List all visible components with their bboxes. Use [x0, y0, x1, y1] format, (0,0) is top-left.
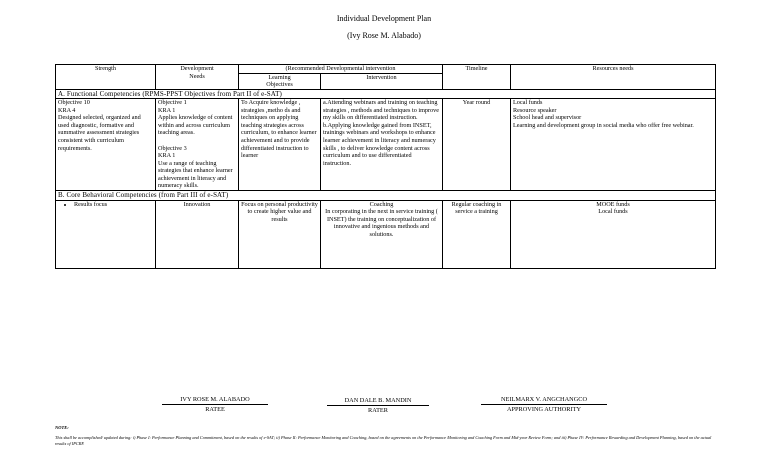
header-development-needs: Development Needs — [156, 65, 239, 90]
section-b-learning-objectives: Focus on personal productivity to create higher value and results — [239, 200, 321, 268]
section-b-row — [56, 200, 716, 268]
section-a-title: A. Functional Competencies (RPMS-PPST Objectives from Part II of e-SAT) — [56, 89, 716, 99]
section-b-strength — [56, 200, 156, 268]
header-row — [56, 65, 716, 74]
signature-name: NEILMARX V. ANGCHANGCO — [481, 396, 607, 405]
signature-role: RATEE — [205, 406, 225, 413]
section-a-resources: Local funds Resource speaker School head and supervisor Learning and development group in social media who offer free webinar. — [511, 99, 716, 191]
document-title: Individual Development Plan — [336, 14, 432, 23]
header-strength: Strength — [56, 65, 156, 90]
header-recommended-intervention: (Recommended Developmental intervention — [239, 65, 443, 74]
note-text: This shall be accomplished/ updated during: i) Phase I: Performance Planning and Commitment, based on the results of e-SAT; ii) Phase II: Performance Monitoring and Coaching, based on the agreements on the Performance Monitoring and Coaching Form and Mid-year Review Form; and iii) Phase IV: Performance Rewarding and Development Planning, based on the actual results of IPCRF. — [55, 435, 712, 447]
note-label: NOTE: — [55, 425, 69, 430]
signature-ratee — [162, 396, 268, 413]
section-a-intervention: a.Attending webinars and training on teaching strategies , methods and techniques to improve my skills on differentiated instruction. b.Applying knowledge gained from INSET, trainings webinars and workshops to enhance learner achievement in literacy and numeracy skills , to deliver knowledge content across curriculum and to use differentiated instruction. — [321, 99, 443, 191]
signature-name: DAN DALE B. MANDIN — [327, 397, 429, 406]
section-a-strength: Objective 10 KRA 4 Designed selected, organized and used diagnostic, formative and summative assessment strategies consistent with curriculum requirements. — [56, 99, 156, 191]
signature-approving-authority — [481, 396, 607, 413]
section-b-strength-item: • Results focus — [74, 201, 153, 209]
header-learning-objectives: Learning Objectives — [239, 73, 321, 89]
section-a-timeline: Year round — [443, 99, 511, 191]
section-b-title-row — [56, 190, 716, 200]
section-a-development-needs: Objective 1 KRA 1 Applies knowledge of content within and across curriculum teaching areas. Objective 3 KRA 1 Use a range of teaching strategies that enhance learner achievement in literacy and numeracy skills. — [156, 99, 239, 191]
section-a-learning-objectives: To Acquire knowledge , strategies ,metho ds and techniques on applying teaching strategies across curriculum, to enhance learner achievement and to provide differentiated instruction to learner — [239, 99, 321, 191]
signature-rater — [327, 397, 429, 414]
section-b-resources: MOOE funds Local funds — [511, 200, 716, 268]
signature-name: IVY ROSE M. ALABADO — [162, 396, 268, 405]
section-b-title: B. Core Behavioral Competencies (from Part III of e-SAT) — [56, 190, 716, 200]
header-timeline: Timeline — [443, 65, 511, 90]
section-b-development-needs: Innovation — [156, 200, 239, 268]
signature-role: RATER — [368, 407, 388, 414]
section-b-timeline: Regular coaching in service a training — [443, 200, 511, 268]
signature-role: APPROVING AUTHORITY — [507, 406, 581, 413]
document-subtitle: (Ivy Rose M. Alabado) — [347, 31, 421, 40]
idp-table — [55, 64, 716, 269]
header-resources-needs: Resources needs — [511, 65, 716, 90]
section-b-intervention: Coaching In corporating in the next in service training ( INSET) the training on conceptualization of innovative and ingenious methods and solutions. — [321, 200, 443, 268]
section-a-title-row — [56, 89, 716, 99]
header-intervention: Intervention — [321, 73, 443, 89]
section-a-row — [56, 99, 716, 191]
